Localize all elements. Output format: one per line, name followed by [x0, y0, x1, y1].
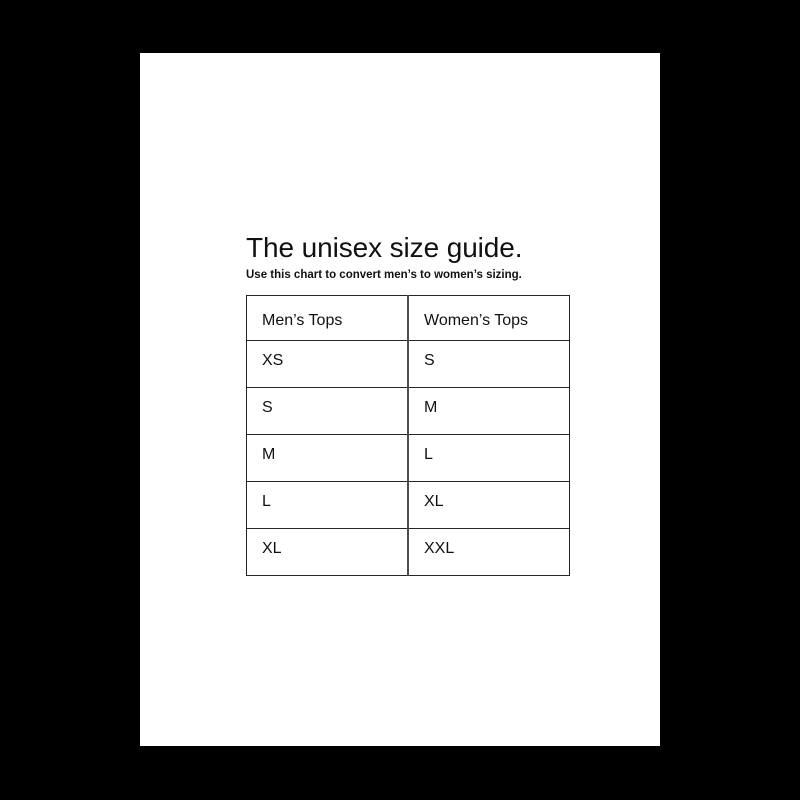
size-guide-card — [140, 53, 660, 746]
table-row — [247, 482, 570, 529]
size-conversion-table — [246, 295, 570, 576]
table-row — [247, 529, 570, 576]
page-subtitle: Use this chart to convert men’s to women’s sizing. — [246, 269, 522, 281]
table-row — [247, 341, 570, 388]
table-cell-womens-size: M — [408, 388, 570, 435]
table-cell-womens-size: XXL — [408, 529, 570, 576]
table-cell-mens-size: XL — [247, 529, 409, 576]
page-title: The unisex size guide. — [246, 232, 523, 263]
table-cell-womens-size: S — [408, 341, 570, 388]
table-cell-mens-size: S — [247, 388, 409, 435]
table-row — [247, 388, 570, 435]
table-cell-womens-size: XL — [408, 482, 570, 529]
column-header-womens-tops: Women’s Tops — [408, 296, 570, 341]
table-cell-mens-size: M — [247, 435, 409, 482]
table-cell-mens-size: L — [247, 482, 409, 529]
table-row — [247, 435, 570, 482]
table-cell-mens-size: XS — [247, 341, 409, 388]
table-cell-womens-size: L — [408, 435, 570, 482]
table-header-row — [247, 296, 570, 341]
column-header-mens-tops: Men’s Tops — [247, 296, 409, 341]
